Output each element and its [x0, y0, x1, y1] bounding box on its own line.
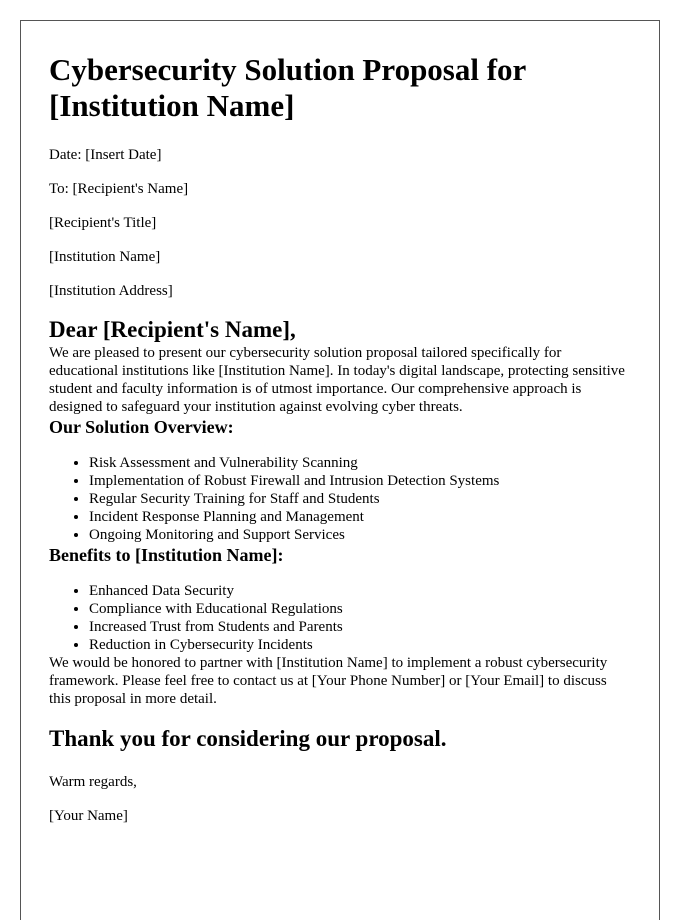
list-item: • Reduction in Cybersecurity Incidents	[89, 636, 631, 654]
intro-paragraph: We are pleased to present our cybersecurity solution proposal tailored specifically for educational institutions like [Institution Name]. In today's digital landscape, protecting sensitive student and faculty information is of utmost importance. Our comprehensive approach is designed to safeguard your institution against evolving cyber threats.	[49, 345, 625, 415]
recipient-line: To: [Recipient's Name]	[49, 181, 189, 197]
institution-address-line: [Institution Address]	[49, 283, 173, 299]
list-item: • Regular Security Training for Staff and Students	[89, 490, 631, 508]
institution-name-line: [Institution Name]	[49, 249, 161, 265]
list-item: • Implementation of Robust Firewall and Intrusion Detection Systems	[89, 472, 631, 490]
list-item: • Compliance with Educational Regulations	[89, 600, 631, 618]
benefits-heading: Benefits to [Institution Name]:	[49, 545, 284, 565]
greeting: Dear [Recipient's Name],	[49, 317, 296, 342]
recipient-title-line: [Recipient's Title]	[49, 215, 157, 231]
sender-name: [Your Name]	[49, 808, 128, 824]
page-title: Cybersecurity Solution Proposal for [Institution Name]	[49, 52, 526, 123]
benefits-list	[49, 582, 631, 654]
thanks-heading: Thank you for considering our proposal.	[49, 726, 447, 751]
solution-overview-heading: Our Solution Overview:	[49, 417, 234, 437]
letter-meta	[49, 146, 631, 300]
letter-page	[20, 20, 660, 920]
list-item: • Risk Assessment and Vulnerability Scanning	[89, 454, 631, 472]
signoff-block	[49, 773, 631, 825]
date-line: Date: [Insert Date]	[49, 147, 162, 163]
list-item: • Incident Response Planning and Management	[89, 508, 631, 526]
solution-overview-list	[49, 454, 631, 544]
list-item: • Increased Trust from Students and Parents	[89, 618, 631, 636]
signoff-line: Warm regards,	[49, 774, 137, 790]
closing-paragraph: We would be honored to partner with [Institution Name] to implement a robust cybersecurity framework. Please feel free to contact us at [Your Phone Number] or [Your Email] to discuss this proposal in more detail.	[49, 655, 608, 707]
list-item: • Enhanced Data Security	[89, 582, 631, 600]
list-item: • Ongoing Monitoring and Support Services	[89, 526, 631, 544]
